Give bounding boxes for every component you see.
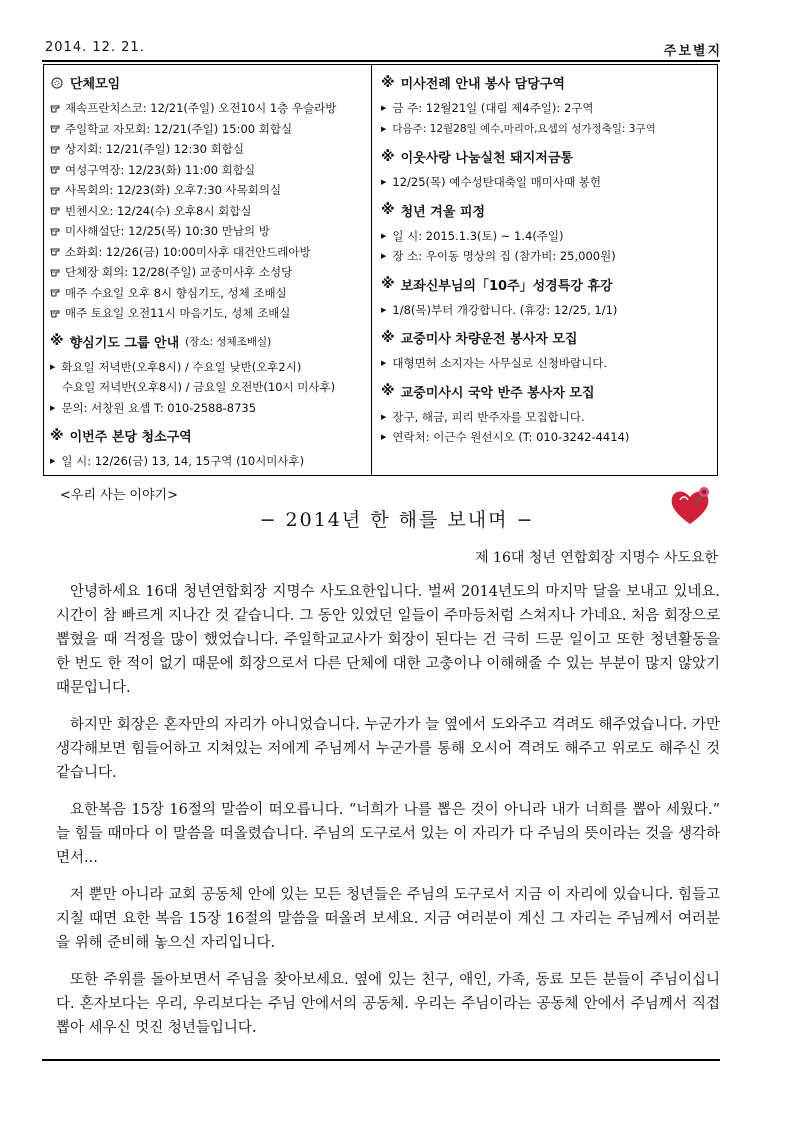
cleaning-section xyxy=(50,426,370,472)
list-item xyxy=(50,98,370,119)
prayer-heading xyxy=(50,332,370,351)
list-item xyxy=(50,303,370,324)
youth-retreat-heading xyxy=(381,201,701,220)
group-meeting-text: 매주 토요일 오전11시 마음기도, 성체 조배실 xyxy=(65,306,291,320)
top-rule xyxy=(42,60,720,62)
triangle-bullet-icon: ▶ xyxy=(381,178,387,186)
prayer-title: 향심기도 그룹 안내 xyxy=(69,335,180,351)
list-item xyxy=(50,242,370,263)
bottom-rule xyxy=(42,1059,720,1061)
group-meeting-text: 빈첸시오: 12/24(수) 오후8시 회합실 xyxy=(65,203,252,218)
pointing-hand-icon xyxy=(50,164,61,175)
group-meeting-text: 사목회의: 12/23(화) 오후7:30 사목회의실 xyxy=(65,183,282,197)
groups-list xyxy=(50,98,370,324)
mass-section xyxy=(381,73,701,139)
triangle-bullet-icon: ▶ xyxy=(381,412,387,421)
list-item xyxy=(381,226,701,247)
list-item xyxy=(50,398,370,419)
music-section xyxy=(381,382,701,448)
cleaning-title: 이번주 본당 청소구역 xyxy=(69,430,192,445)
music-detail: 장구, 해금, 피리 반주자를 모집합니다. xyxy=(392,409,585,424)
list-item xyxy=(50,201,370,222)
driver-section xyxy=(381,328,701,374)
cleaning-schedule: 일 시: 12/26(금) 13, 14, 15구역 (10시미사후) xyxy=(61,454,305,468)
gear-dots-icon xyxy=(50,76,64,90)
triangle-bullet-icon: ▶ xyxy=(381,104,387,112)
snowflake-icon: ※ xyxy=(381,148,395,165)
triangle-bullet-icon: ▶ xyxy=(381,305,387,314)
pointing-hand-icon xyxy=(50,226,61,237)
piggy-title: 이웃사랑 나눔실천 돼지저금통 xyxy=(400,151,573,166)
mass-next-week: 다음주: 12월28일 예수,마리아,요셉의 성가정축일: 3구역 xyxy=(392,122,656,135)
pointing-hand-icon xyxy=(50,308,61,319)
triangle-bullet-icon: ▶ xyxy=(381,359,387,367)
mass-heading xyxy=(381,73,701,92)
pointing-hand-icon xyxy=(50,103,61,114)
heart-flower-icon xyxy=(666,484,714,526)
triangle-bullet-icon: ▶ xyxy=(50,457,56,465)
triangle-bullet-icon: ▶ xyxy=(50,403,56,412)
list-item xyxy=(50,119,370,140)
driver-title: 교중미사 차량운전 봉사자 모집 xyxy=(400,332,578,347)
list-item xyxy=(50,377,370,398)
prayer-schedule-2: 수요일 저녁반(오후8시) / 금요일 오전반(10시 미사후) xyxy=(62,380,336,394)
list-item xyxy=(381,427,701,448)
mass-this-week: 금 주: 12월21일 (대림 제4주일): 2구역 xyxy=(392,101,594,115)
bible-detail: 1/8(목)부터 개강합니다. (휴강: 12/25, 1/1) xyxy=(392,302,618,317)
story-label: <우리 사는 이야기> xyxy=(60,488,178,503)
story-paragraph: 요한복음 15장 16절의 말씀이 떠오릅니다. “너희가 나를 뽑은 것이 아니라 내가 너희를 뽑아 세웠다.” 늘 힘들 때마다 이 말씀을 떠올렸습니다. 주님의 도구로서 있는 이 자리가 다 주님의 뜻이라는 것을 생각하면서... xyxy=(56,802,720,866)
cleaning-heading xyxy=(50,426,370,445)
story-title: − 2014년 한 해를 보내며 − xyxy=(259,509,535,531)
bible-heading xyxy=(381,275,701,294)
list-item xyxy=(50,160,370,181)
list-item xyxy=(381,300,701,321)
group-meeting-text: 주일학교 자모회: 12/21(주일) 15:00 회합실 xyxy=(65,121,293,136)
snowflake-icon: ※ xyxy=(50,333,64,349)
bulletin-date: 2014. 12. 21. xyxy=(45,40,145,55)
music-title: 교중미사시 국악 반주 봉사자 모집 xyxy=(400,385,595,401)
youth-retreat-date: 일 시: 2015.1.3(토) ~ 1.4(주일) xyxy=(392,228,564,243)
youth-retreat-title: 청년 겨울 피정 xyxy=(400,204,486,220)
snowflake-icon: ※ xyxy=(381,383,395,399)
pointing-hand-icon xyxy=(50,287,61,298)
prayer-contact: 문의: 서창원 요셉 T: 010-2588-8735 xyxy=(61,400,257,415)
list-item xyxy=(381,119,701,140)
music-contact: 연락처: 이근수 원선시오 (T: 010-3242-4414) xyxy=(392,430,630,444)
list-item xyxy=(50,221,370,242)
story-author: 제 16대 청년 연합회장 지명수 사도요한 xyxy=(475,550,718,566)
story-paragraph: 또한 주위를 돌아보면서 주님을 찾아보세요. 옆에 있는 친구, 애인, 가족, 동료 모든 분들이 주님이십니다. 혼자보다는 우리, 우리보다는 주님 안에서의 공동체. 우리는 주님이라는 공동체 안에서 주님께서 직접 뽑아 세우신 멋진 청년들입니다. xyxy=(56,972,720,1036)
driver-detail: 대형면허 소지자는 사무실로 신청바랍니다. xyxy=(392,356,607,370)
right-column xyxy=(381,73,701,456)
list-item xyxy=(50,180,370,201)
youth-retreat-section xyxy=(381,201,701,267)
piggy-section xyxy=(381,147,701,193)
list-item xyxy=(381,172,701,193)
list-item xyxy=(381,353,701,374)
pointing-hand-icon xyxy=(50,205,61,216)
group-meeting-text: 여성구역장: 12/23(화) 11:00 회합실 xyxy=(65,162,256,177)
prayer-schedule-1: 화요일 저녁반(오후8시) / 수요일 낮반(오후2시) xyxy=(61,359,302,374)
snowflake-icon: ※ xyxy=(50,427,64,444)
list-item xyxy=(381,98,701,119)
bulletin-title: 주보별지 xyxy=(663,44,722,59)
list-item xyxy=(50,451,370,472)
music-heading xyxy=(381,382,701,401)
pointing-hand-icon xyxy=(50,185,61,196)
snowflake-icon: ※ xyxy=(381,74,395,91)
groups-section xyxy=(50,73,370,324)
prayer-section xyxy=(50,332,370,419)
list-item xyxy=(50,262,370,283)
pointing-hand-icon xyxy=(50,144,61,155)
snowflake-icon: ※ xyxy=(381,276,395,292)
piggy-detail: 12/25(목) 예수성탄대축일 매미사때 봉헌 xyxy=(392,175,601,189)
groups-heading xyxy=(50,73,370,92)
driver-heading xyxy=(381,328,701,347)
snowflake-icon: ※ xyxy=(381,202,395,218)
group-meeting-text: 재속프란치스코: 12/21(주일) 오전10시 1층 우슬라방 xyxy=(65,101,337,115)
triangle-bullet-icon: ▶ xyxy=(381,124,387,133)
prayer-location: (장소: 성체조배실) xyxy=(185,335,272,348)
list-item xyxy=(50,283,370,304)
piggy-heading xyxy=(381,147,701,166)
triangle-bullet-icon: ▶ xyxy=(381,433,387,441)
group-meeting-text: 매주 수요일 오후 8시 향심기도, 성체 조배실 xyxy=(65,285,287,300)
bible-section xyxy=(381,275,701,321)
story-paragraph: 안녕하세요 16대 청년연합회장 지명수 사도요한입니다. 벌써 2014년도의 마지막 달을 보내고 있네요. 시간이 참 빠르게 지나간 것 같습니다. 그 동안 있었던 일들이 주마등처럼 스쳐지나 가네요. 처음 회장으로 뽑혔을 때 걱정을 많이 했었습니다. 주일학교교사가 회장이 된다는 건 극히 드문 일이고 또한 청년활동을 한 번도 한 적이 없기 때문에 회장으로서 다른 단체에 대한 고충이나 이해해줄 수 있는 부분이 많지 않았기 때문입니다. xyxy=(56,584,720,696)
list-item xyxy=(50,357,370,378)
group-meeting-text: 상지회: 12/21(주일) 12:30 회합실 xyxy=(65,142,244,156)
triangle-bullet-icon: ▶ xyxy=(381,231,387,240)
bible-title: 보좌신부님의「10주」성경특강 휴강 xyxy=(400,278,613,294)
column-divider xyxy=(371,64,372,476)
story-body xyxy=(56,580,720,1053)
group-meeting-text: 미사해설단: 12/25(목) 10:30 만남의 방 xyxy=(65,224,270,238)
snowflake-icon: ※ xyxy=(381,329,395,346)
pointing-hand-icon xyxy=(50,123,61,134)
youth-retreat-place: 장 소: 우이동 명상의 집 (참가비: 25,000원) xyxy=(392,249,616,263)
list-item xyxy=(50,139,370,160)
mass-title: 미사전례 안내 봉사 담당구역 xyxy=(400,77,565,92)
pointing-hand-icon xyxy=(50,267,61,278)
story-paragraph: 저 뿐만 아니라 교회 공동체 안에 있는 모든 청년들은 주님의 도구로서 지금 이 자리에 있습니다. 힘들고 지칠 때면 요한 복음 15장 16절의 말씀을 떠올려 보세요. 지금 여러분이 계신 그 자리는 주님께서 여러분을 위해 준비해 놓으신 자리입니다. xyxy=(56,887,720,951)
group-meeting-text: 소화회: 12/26(금) 10:00미사후 대건안드레아방 xyxy=(65,244,311,259)
triangle-bullet-icon: ▶ xyxy=(50,362,56,371)
left-column xyxy=(50,73,370,480)
groups-title: 단체모임 xyxy=(70,77,121,92)
pointing-hand-icon xyxy=(50,246,61,257)
triangle-bullet-icon: ▶ xyxy=(381,252,387,260)
list-item xyxy=(381,246,701,267)
group-meeting-text: 단체장 회의: 12/28(주일) 교중미사후 소성당 xyxy=(65,265,293,279)
list-item xyxy=(381,407,701,428)
story-paragraph: 하지만 회장은 혼자만의 자리가 아니었습니다. 누군가가 늘 옆에서 도와주고 격려도 해주었습니다. 가만 생각해보면 힘들어하고 지쳐있는 저에게 주님께서 누군가를 통해 오시어 격려도 해주고 위로도 해주신 것 같습니다. xyxy=(56,717,720,781)
